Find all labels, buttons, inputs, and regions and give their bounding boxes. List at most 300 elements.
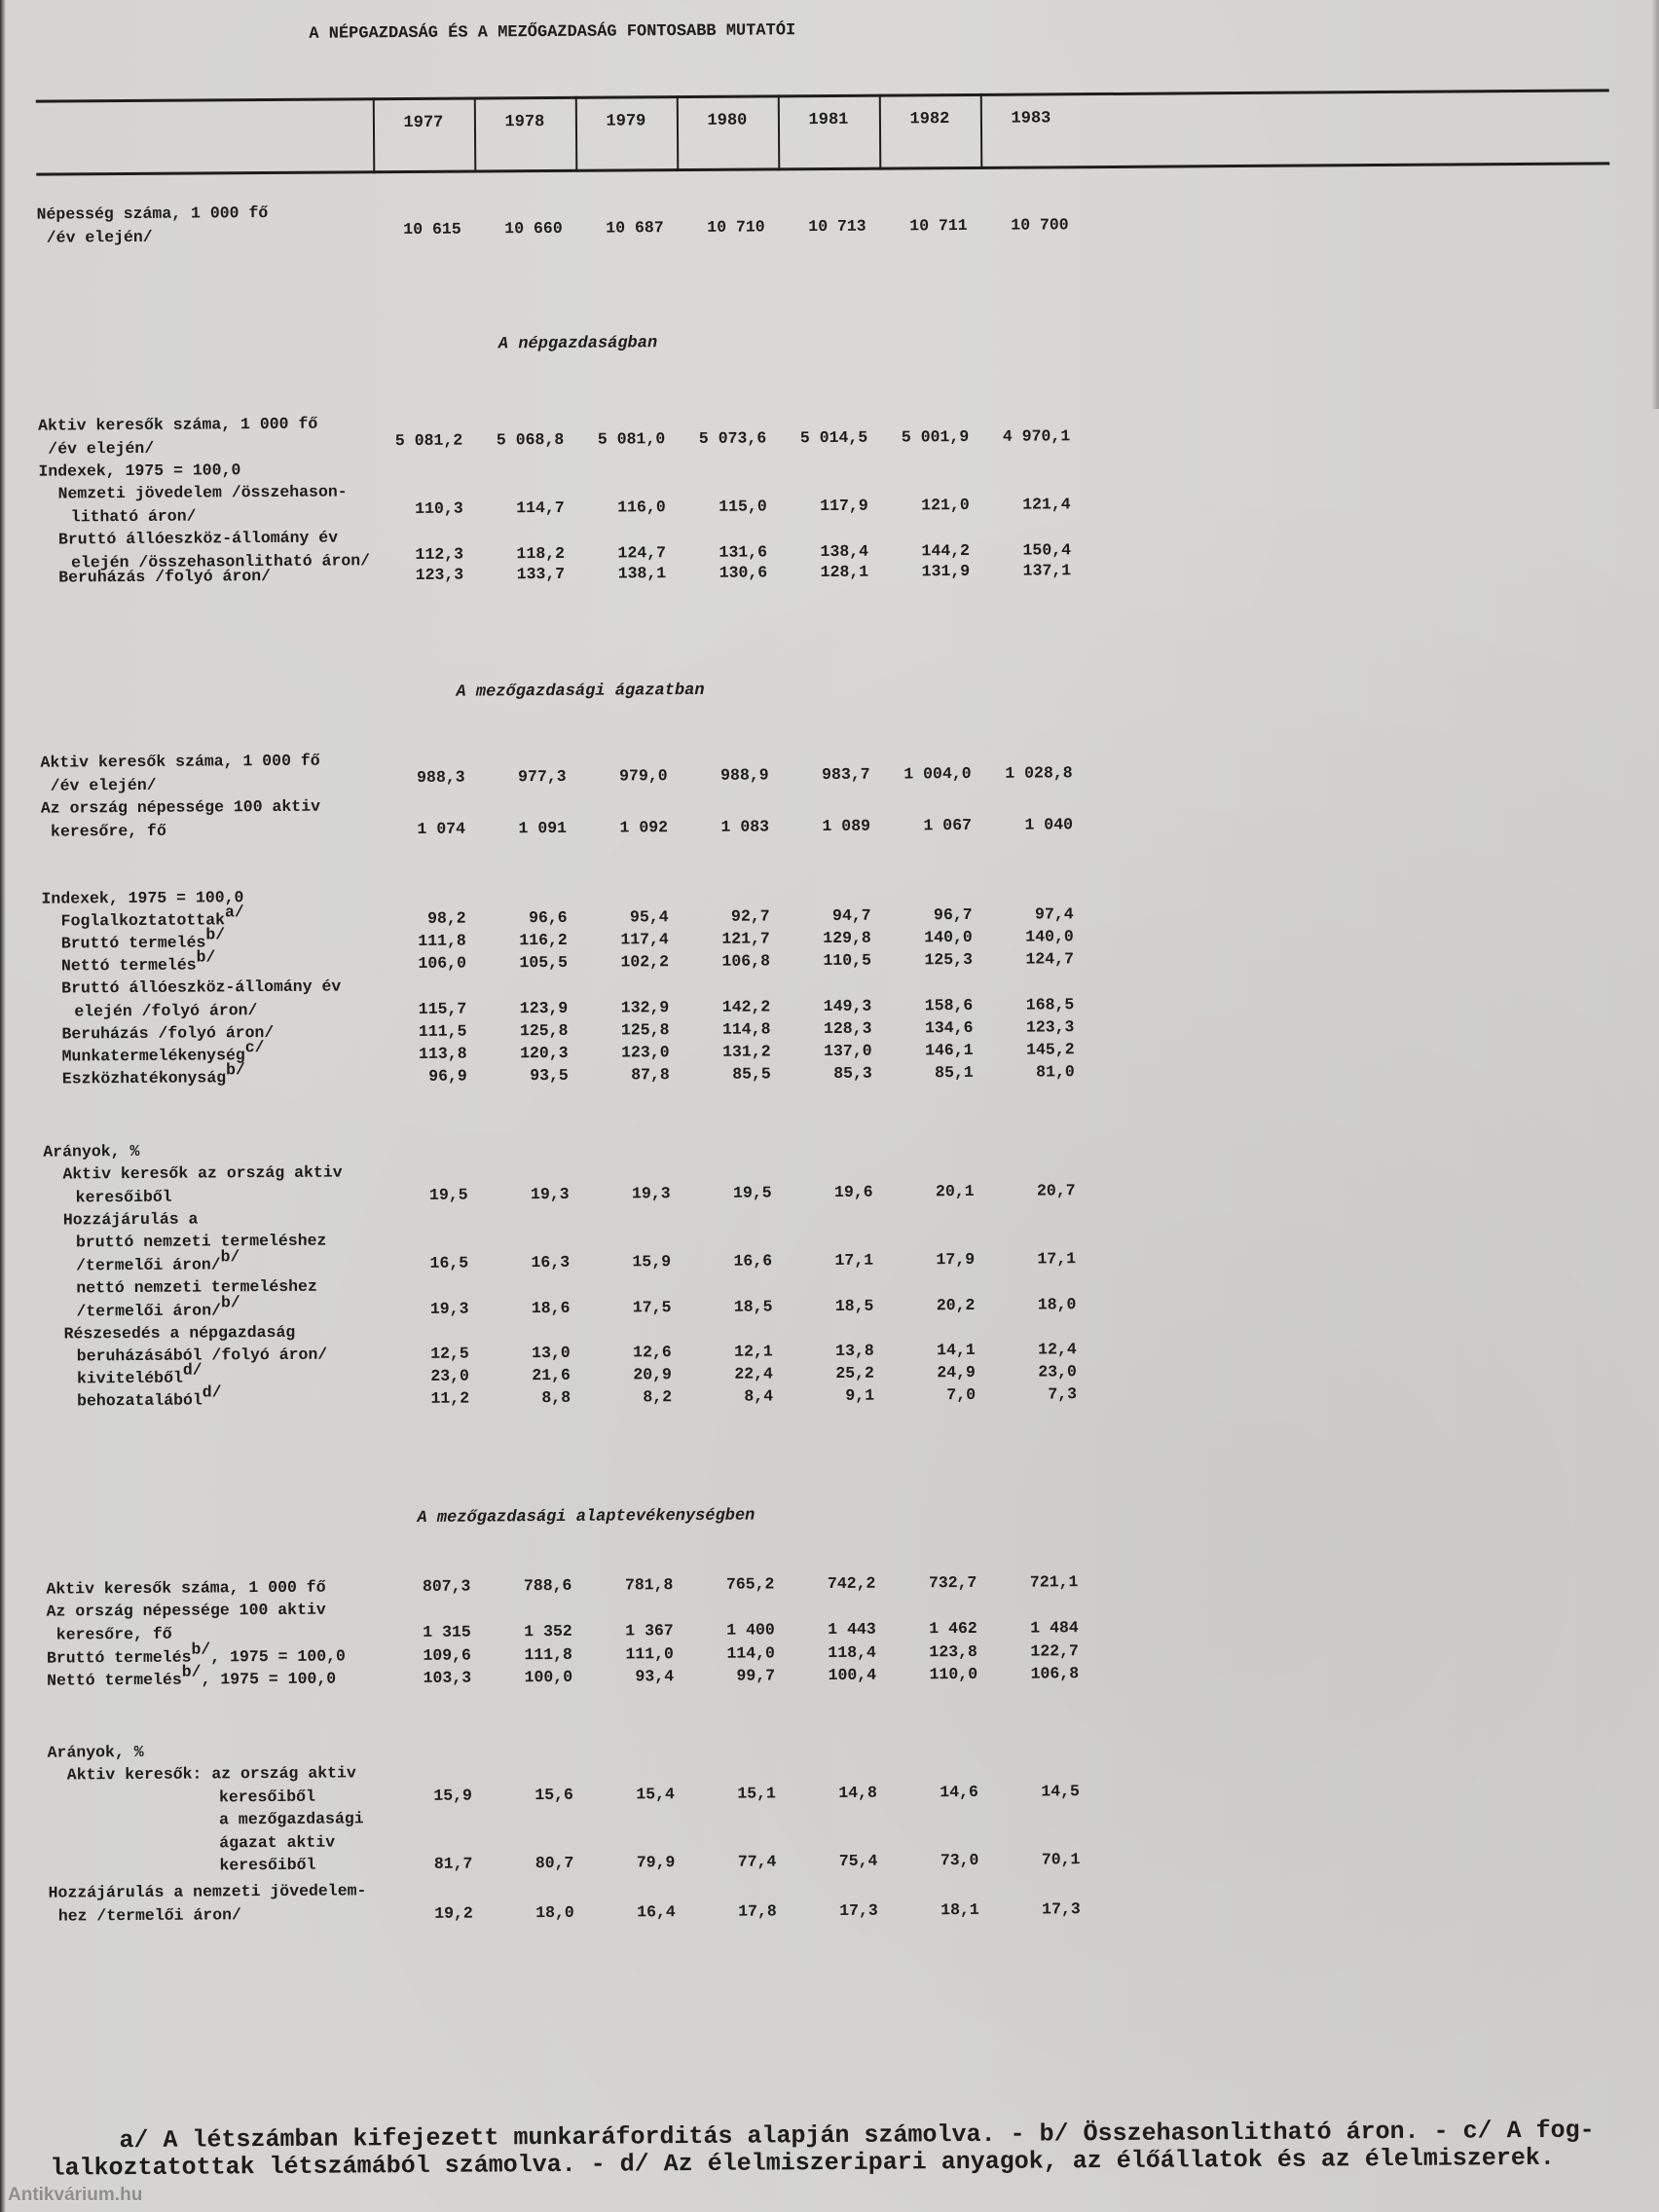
row-label-line xyxy=(48,1761,385,1787)
value-cell: 1 091 xyxy=(518,818,568,837)
footnote-marker: b/ xyxy=(205,925,226,944)
row-label-line xyxy=(49,1879,386,1904)
value-cell: 15,1 xyxy=(737,1783,776,1803)
row-label xyxy=(44,1274,381,1322)
value-cell: 5 081,0 xyxy=(597,428,666,449)
row-label-text: Népesség száma, 1 000 fő xyxy=(36,203,269,224)
footnote-marker: b/ xyxy=(225,1060,245,1080)
row-label-text: Arányok, % xyxy=(43,1141,140,1161)
value-cell: 10 687 xyxy=(606,217,664,238)
table-row xyxy=(47,1593,1092,1645)
value-cell: 5 068,8 xyxy=(496,429,565,449)
value-cell: 5 001,9 xyxy=(901,426,970,446)
table-row xyxy=(49,1874,1094,1927)
value-cell: 85,3 xyxy=(833,1063,872,1083)
footnote-line-1: a/ A létszámban kifejezett munkaráforditás alapján számolva. - b/ Összehasonlitható áron. - c/ A fog- xyxy=(119,2116,1595,2156)
value-cell: 110,3 xyxy=(415,498,463,518)
value-cell: 81,7 xyxy=(433,1854,473,1873)
column-separator-line xyxy=(980,93,983,169)
row-label-line xyxy=(41,772,378,797)
column-separator-line xyxy=(778,94,781,170)
row-label-line xyxy=(41,794,378,820)
row-label-text: elején /folyó áron/ xyxy=(74,1000,258,1020)
value-cell: 145,2 xyxy=(1026,1040,1075,1059)
row-label-line xyxy=(47,1621,384,1646)
row-label-line xyxy=(41,818,378,843)
row-label-text: ágazat aktiv xyxy=(219,1832,336,1852)
value-cell: 17,5 xyxy=(632,1297,672,1316)
value-cell: 1 083 xyxy=(720,816,770,836)
value-cell: 721,1 xyxy=(1029,1572,1079,1592)
value-cell: 8,8 xyxy=(541,1387,571,1408)
row-label-text: beruházásából /folyó áron/ xyxy=(76,1345,328,1366)
value-cell: 93,4 xyxy=(635,1667,675,1686)
row-label-line xyxy=(44,1229,381,1254)
row-label xyxy=(43,1038,380,1068)
value-cell: 12,6 xyxy=(633,1343,672,1362)
section-heading xyxy=(37,329,1118,359)
value-cell: 146,1 xyxy=(925,1040,974,1060)
row-label-text: , 1975 = 100,0 xyxy=(210,1646,346,1667)
row-label-line xyxy=(45,1382,382,1413)
row-label-text: Az ország népessége 100 aktiv xyxy=(46,1600,326,1621)
value-cell: 131,2 xyxy=(722,1042,771,1061)
row-label xyxy=(44,1229,381,1276)
value-cell: 977,3 xyxy=(518,766,567,786)
row-label-text: /termelői áron/ xyxy=(76,1300,222,1320)
row-label-line xyxy=(45,1320,382,1346)
value-cell: 18,0 xyxy=(1037,1294,1077,1314)
value-cell: 13,8 xyxy=(835,1341,874,1360)
section-heading xyxy=(46,1502,1126,1532)
row-label-text: Aktiv keresők száma, 1 000 fő xyxy=(40,751,320,772)
value-cell: 96,9 xyxy=(428,1066,467,1086)
value-cell: 95,4 xyxy=(629,907,669,927)
value-cell: 120,3 xyxy=(520,1043,569,1063)
footnote-line-2: lalkoztatottak létszámából számolva. - d/ Az élelmiszeripari anyagok, az élőállatok és az élelmiszerek. xyxy=(50,2143,1555,2183)
value-cell: 114,8 xyxy=(721,1019,771,1039)
value-cell: 94,7 xyxy=(831,905,871,925)
row-label-text: Hozzájárulás a nemzeti jövedelem- xyxy=(48,1881,367,1902)
value-cell: 17,3 xyxy=(839,1900,878,1920)
value-cell: 116,0 xyxy=(617,497,666,517)
value-cell: 22,4 xyxy=(734,1364,773,1383)
table-row xyxy=(42,970,1088,1022)
value-cell: 150,4 xyxy=(1022,539,1072,560)
row-label-line xyxy=(39,564,376,589)
year-column-header: 1978 xyxy=(504,113,545,132)
row-label-line xyxy=(44,1184,381,1209)
value-cell: 142,2 xyxy=(721,996,771,1016)
value-cell: 1 462 xyxy=(929,1618,977,1638)
value-cell: 123,8 xyxy=(929,1641,977,1662)
value-cell: 12,1 xyxy=(734,1342,773,1361)
row-label-text: Hozzájárulás a xyxy=(62,1209,199,1230)
row-label-line xyxy=(44,1206,381,1232)
value-cell: 17,8 xyxy=(738,1900,777,1921)
table-row xyxy=(44,1270,1089,1322)
value-cell: 5 081,2 xyxy=(394,430,463,450)
value-cell: 144,2 xyxy=(921,540,971,560)
value-cell: 15,6 xyxy=(535,1785,573,1804)
row-label-line xyxy=(49,1902,386,1928)
column-separator-line xyxy=(474,97,477,173)
value-cell: 131,9 xyxy=(921,561,971,581)
value-cell: 115,7 xyxy=(418,999,467,1018)
row-label xyxy=(43,1161,380,1208)
value-cell: 19,6 xyxy=(833,1182,873,1201)
value-cell: 23,0 xyxy=(1038,1362,1077,1382)
value-cell: 106,0 xyxy=(418,953,467,973)
value-cell: 122,7 xyxy=(1030,1641,1079,1661)
section-heading-label: A mezőgazdasági alaptevékenységben xyxy=(417,1506,756,1528)
value-cell: 988,3 xyxy=(417,767,465,787)
value-cell: 8,2 xyxy=(643,1387,673,1407)
section-heading-label: A népgazdaságban xyxy=(498,334,658,354)
footnote-marker: a/ xyxy=(224,903,244,922)
value-cell: 106,8 xyxy=(721,951,771,971)
row-label xyxy=(41,885,378,910)
value-cell: 138,1 xyxy=(617,564,667,583)
value-cell: 15,9 xyxy=(632,1251,672,1271)
value-cell: 77,4 xyxy=(737,1852,777,1871)
row-label-text: keresőiből xyxy=(75,1187,172,1206)
value-cell: 100,4 xyxy=(828,1665,877,1685)
value-cell: 124,7 xyxy=(617,542,667,563)
row-label xyxy=(45,1382,382,1413)
table-row xyxy=(40,744,1086,796)
value-cell: 132,9 xyxy=(620,997,670,1016)
value-cell: 16,4 xyxy=(637,1901,676,1921)
watermark: Antikvárium.hu xyxy=(8,2185,143,2205)
value-cell: 125,8 xyxy=(620,1020,670,1040)
value-cell: 17,3 xyxy=(1042,1899,1081,1918)
value-cell: 140,0 xyxy=(1025,927,1074,946)
value-cell: 7,0 xyxy=(946,1384,977,1405)
value-cell: 99,7 xyxy=(736,1666,776,1685)
year-column-header: 1983 xyxy=(1011,109,1051,129)
scan-edge-artifact-left xyxy=(0,0,6,2212)
row-label-text: Indexek, 1975 = 100,0 xyxy=(38,461,241,481)
value-cell: 130,6 xyxy=(719,563,768,582)
value-cell: 117,4 xyxy=(620,930,669,949)
row-label-line xyxy=(44,1292,381,1323)
table-row xyxy=(44,1224,1089,1276)
row-label xyxy=(44,1206,381,1232)
value-cell: 17,1 xyxy=(1037,1248,1077,1269)
value-cell: 105,5 xyxy=(519,952,569,973)
value-cell: 137,0 xyxy=(824,1041,872,1061)
value-cell: 8,4 xyxy=(744,1386,774,1406)
value-cell: 109,6 xyxy=(423,1645,471,1665)
row-label-text: Aktiv keresők száma, 1 000 fő xyxy=(46,1577,326,1599)
row-label-text: Bruttó termelés xyxy=(60,933,206,953)
value-cell: 149,3 xyxy=(823,996,872,1015)
value-cell: 98,2 xyxy=(426,908,466,928)
table-column-separators xyxy=(0,0,1651,6)
value-cell: 115,0 xyxy=(719,496,767,516)
value-cell: 1 028,8 xyxy=(1005,762,1073,783)
table-row xyxy=(37,196,1083,248)
row-label-text: hez /termelői áron/ xyxy=(57,1904,241,1926)
value-cell: 128,3 xyxy=(823,1018,872,1039)
value-cell: 25,2 xyxy=(835,1363,874,1382)
value-cell: 121,4 xyxy=(1022,494,1071,514)
value-cell: 123,0 xyxy=(621,1043,670,1062)
value-cell: 85,5 xyxy=(732,1064,771,1084)
value-cell: 20,9 xyxy=(633,1365,672,1384)
year-column-header: 1979 xyxy=(606,112,646,131)
value-cell: 5 014,5 xyxy=(799,427,868,447)
value-cell: 123,9 xyxy=(519,998,569,1017)
value-cell: 20,1 xyxy=(935,1181,975,1200)
value-cell: 11,2 xyxy=(430,1388,470,1408)
column-separator-line xyxy=(373,97,376,173)
row-label-text: keresőre, fő xyxy=(50,821,166,841)
value-cell: 125,3 xyxy=(924,949,974,970)
value-cell: 113,8 xyxy=(419,1044,467,1063)
value-cell: 14,8 xyxy=(838,1783,877,1802)
value-cell: 87,8 xyxy=(631,1065,670,1085)
row-label xyxy=(49,1879,386,1927)
value-cell: 765,2 xyxy=(725,1574,775,1594)
row-label-text: Munkatermelékenység xyxy=(61,1046,245,1066)
value-cell: 116,2 xyxy=(519,930,568,950)
value-cell: 17,9 xyxy=(936,1249,976,1269)
value-cell: 14,1 xyxy=(937,1340,976,1360)
value-cell: 121,0 xyxy=(921,495,970,514)
value-cell: 168,5 xyxy=(1025,994,1075,1014)
table-row xyxy=(43,1156,1088,1208)
footnote-marker: d/ xyxy=(182,1360,203,1380)
value-cell: 114,7 xyxy=(516,498,565,517)
value-cell: 124,7 xyxy=(1025,949,1075,969)
value-cell: 14,6 xyxy=(940,1782,978,1801)
value-cell: 133,7 xyxy=(516,564,566,584)
value-cell: 81,0 xyxy=(1036,1062,1075,1082)
value-cell: 983,7 xyxy=(822,764,870,784)
value-cell: 80,7 xyxy=(535,1853,574,1873)
row-label xyxy=(45,1320,382,1346)
row-label-line xyxy=(48,1739,385,1764)
row-label-text: keresőre, fő xyxy=(55,1624,172,1644)
row-label-line xyxy=(44,1246,381,1277)
footnote-marker: c/ xyxy=(244,1038,265,1057)
value-cell: 70,1 xyxy=(1041,1850,1081,1869)
value-cell: 111,5 xyxy=(418,1021,467,1041)
footnote-marker: b/ xyxy=(220,1246,240,1266)
row-label-text: keresőiből xyxy=(218,1787,316,1806)
row-label-line xyxy=(43,1138,380,1163)
value-cell: 111,8 xyxy=(418,931,466,950)
value-cell: 10 660 xyxy=(504,218,563,238)
row-label-text: Eszközhatékonyság xyxy=(61,1068,227,1088)
value-cell: 96,7 xyxy=(933,904,973,925)
row-label xyxy=(48,1739,385,1764)
footnote-marker: b/ xyxy=(196,947,216,967)
value-cell: 140,0 xyxy=(924,927,973,947)
footnote-marker: d/ xyxy=(202,1382,222,1402)
row-label-text: nettó nemzeti termeléshez xyxy=(76,1276,317,1298)
value-cell: 18,5 xyxy=(834,1296,874,1315)
value-cell: 10 710 xyxy=(707,216,765,237)
value-cell: 18,5 xyxy=(733,1296,773,1316)
value-cell: 19,5 xyxy=(732,1182,772,1202)
value-cell: 102,2 xyxy=(620,952,670,972)
row-label-text: Nemzeti jövedelem /összehason- xyxy=(57,482,348,503)
row-label-text: Bruttó állóeszköz-állomány év xyxy=(57,528,339,549)
row-label-text: elején /összehasonlitható áron/ xyxy=(71,550,371,571)
table-row xyxy=(39,475,1085,528)
value-cell: 20,2 xyxy=(936,1295,976,1314)
table-row xyxy=(48,1802,1093,1878)
row-label xyxy=(40,749,377,796)
value-cell: 112,3 xyxy=(415,544,464,564)
value-cell: 1 004,0 xyxy=(903,763,972,783)
value-cell: 131,6 xyxy=(719,541,768,562)
scan-edge-artifact-right xyxy=(1651,0,1659,409)
value-cell: 118,2 xyxy=(516,543,566,563)
value-cell: 110,0 xyxy=(929,1664,978,1684)
value-cell: 138,4 xyxy=(820,541,869,561)
value-cell: 9,1 xyxy=(845,1385,875,1405)
value-cell: 129,8 xyxy=(823,928,871,948)
value-cell: 118,4 xyxy=(828,1642,876,1663)
row-label-text: Arányok, % xyxy=(47,1742,144,1762)
row-label-text: litható áron/ xyxy=(70,506,197,526)
row-label-text: behozatalából xyxy=(77,1390,203,1411)
row-label xyxy=(42,975,379,1022)
row-label-line xyxy=(39,480,376,505)
value-cell: 75,4 xyxy=(838,1851,878,1870)
year-column-header: 1981 xyxy=(808,110,849,130)
value-cell: 23,0 xyxy=(430,1366,469,1385)
value-cell: 788,6 xyxy=(523,1575,572,1596)
row-label-line xyxy=(37,224,374,249)
row-label-line xyxy=(48,1830,385,1856)
value-cell: 15,4 xyxy=(636,1784,675,1803)
value-cell: 807,3 xyxy=(422,1576,471,1596)
value-cell: 1 484 xyxy=(1030,1617,1079,1638)
value-cell: 1 074 xyxy=(417,819,466,838)
column-separator-line xyxy=(575,96,578,172)
row-label-line xyxy=(41,885,378,910)
row-label-line xyxy=(39,526,376,551)
row-label-text: Bruttó termelés xyxy=(46,1647,192,1668)
value-cell: 1 067 xyxy=(923,815,973,834)
row-label xyxy=(46,1575,383,1601)
row-label xyxy=(48,1807,385,1878)
row-label-line xyxy=(48,1807,385,1832)
value-cell: 10 615 xyxy=(403,219,461,239)
row-label-line xyxy=(47,1662,384,1692)
row-label-text: Nettó termelés xyxy=(60,955,197,976)
row-label xyxy=(45,1343,382,1368)
value-cell: 117,9 xyxy=(820,496,868,515)
value-cell: 20,7 xyxy=(1036,1180,1076,1200)
value-cell: 97,4 xyxy=(1034,904,1074,924)
row-label-line xyxy=(45,1343,382,1368)
value-cell: 137,1 xyxy=(1022,561,1072,580)
value-cell: 4 970,1 xyxy=(1002,425,1071,446)
row-label-line xyxy=(47,1598,384,1623)
row-label-line xyxy=(46,1640,384,1670)
row-label-text: /év elején/ xyxy=(46,227,153,247)
value-cell: 73,0 xyxy=(940,1850,979,1870)
row-label-line xyxy=(39,503,376,529)
row-label-text: /év elején/ xyxy=(48,438,155,459)
value-cell: 732,7 xyxy=(928,1572,977,1593)
row-label-text: Aktiv keresők: az ország aktiv xyxy=(66,1763,356,1785)
value-cell: 14,5 xyxy=(1041,1781,1080,1800)
page-title: A NÉPGAZDASÁG ÉS A MEZŐGAZDASÁG FONTOSABB MUTATÓI xyxy=(309,21,796,44)
value-cell: 19,3 xyxy=(530,1184,570,1203)
value-cell: 12,4 xyxy=(1038,1340,1077,1359)
value-cell: 15,9 xyxy=(433,1786,472,1805)
value-cell: 17,1 xyxy=(834,1250,874,1270)
row-label-text: Beruházás /folyó áron/ xyxy=(58,566,272,587)
year-column-header: 1980 xyxy=(707,111,748,130)
row-label-line xyxy=(42,998,379,1023)
value-cell: 10 711 xyxy=(909,215,968,235)
row-label-text: kiviteléből xyxy=(76,1368,183,1388)
row-label xyxy=(41,794,378,842)
value-cell: 7,3 xyxy=(1048,1384,1078,1404)
value-cell: 1 092 xyxy=(619,817,669,836)
row-label-text: , 1975 = 100,0 xyxy=(201,1669,337,1689)
value-cell: 1 367 xyxy=(625,1620,674,1640)
row-label xyxy=(47,1598,384,1645)
value-cell: 103,3 xyxy=(423,1668,472,1687)
value-cell: 16,5 xyxy=(429,1253,469,1272)
value-cell: 128,1 xyxy=(820,562,869,582)
row-label-text: Aktiv keresők az ország aktiv xyxy=(62,1162,343,1184)
value-cell: 19,3 xyxy=(429,1299,469,1318)
value-cell: 92,7 xyxy=(730,906,770,926)
value-cell: 18,6 xyxy=(531,1298,571,1317)
row-label xyxy=(42,1020,379,1046)
row-label-text: Indexek, 1975 = 100,0 xyxy=(41,888,244,908)
value-cell: 134,6 xyxy=(924,1017,974,1038)
row-label-line xyxy=(48,1785,385,1810)
value-cell: 111,0 xyxy=(625,1644,674,1664)
value-cell: 13,0 xyxy=(532,1343,571,1363)
value-cell: 1 400 xyxy=(726,1619,775,1640)
value-cell: 1 315 xyxy=(423,1622,471,1641)
row-label-line xyxy=(43,1161,380,1186)
value-cell: 18,1 xyxy=(940,1899,979,1919)
row-label-line xyxy=(42,1020,379,1046)
row-label-text: /év elején/ xyxy=(50,775,157,795)
value-cell: 1 040 xyxy=(1024,814,1074,834)
value-cell: 19,2 xyxy=(434,1903,473,1923)
row-label xyxy=(42,947,379,977)
value-cell: 5 073,6 xyxy=(698,427,767,448)
value-cell: 16,6 xyxy=(733,1250,773,1271)
value-cell: 123,3 xyxy=(415,565,464,584)
value-cell: 19,5 xyxy=(428,1185,468,1204)
section-heading xyxy=(40,677,1121,707)
value-cell: 106,8 xyxy=(1030,1664,1080,1683)
table-top-rule xyxy=(36,89,1609,102)
value-cell: 10 713 xyxy=(808,216,866,236)
row-label-line xyxy=(42,975,379,1000)
value-cell: 1 352 xyxy=(524,1621,572,1641)
table-row xyxy=(38,407,1084,460)
value-cell: 123,3 xyxy=(1025,1017,1075,1037)
value-cell: 10 700 xyxy=(1011,214,1069,235)
value-cell: 158,6 xyxy=(924,995,974,1014)
